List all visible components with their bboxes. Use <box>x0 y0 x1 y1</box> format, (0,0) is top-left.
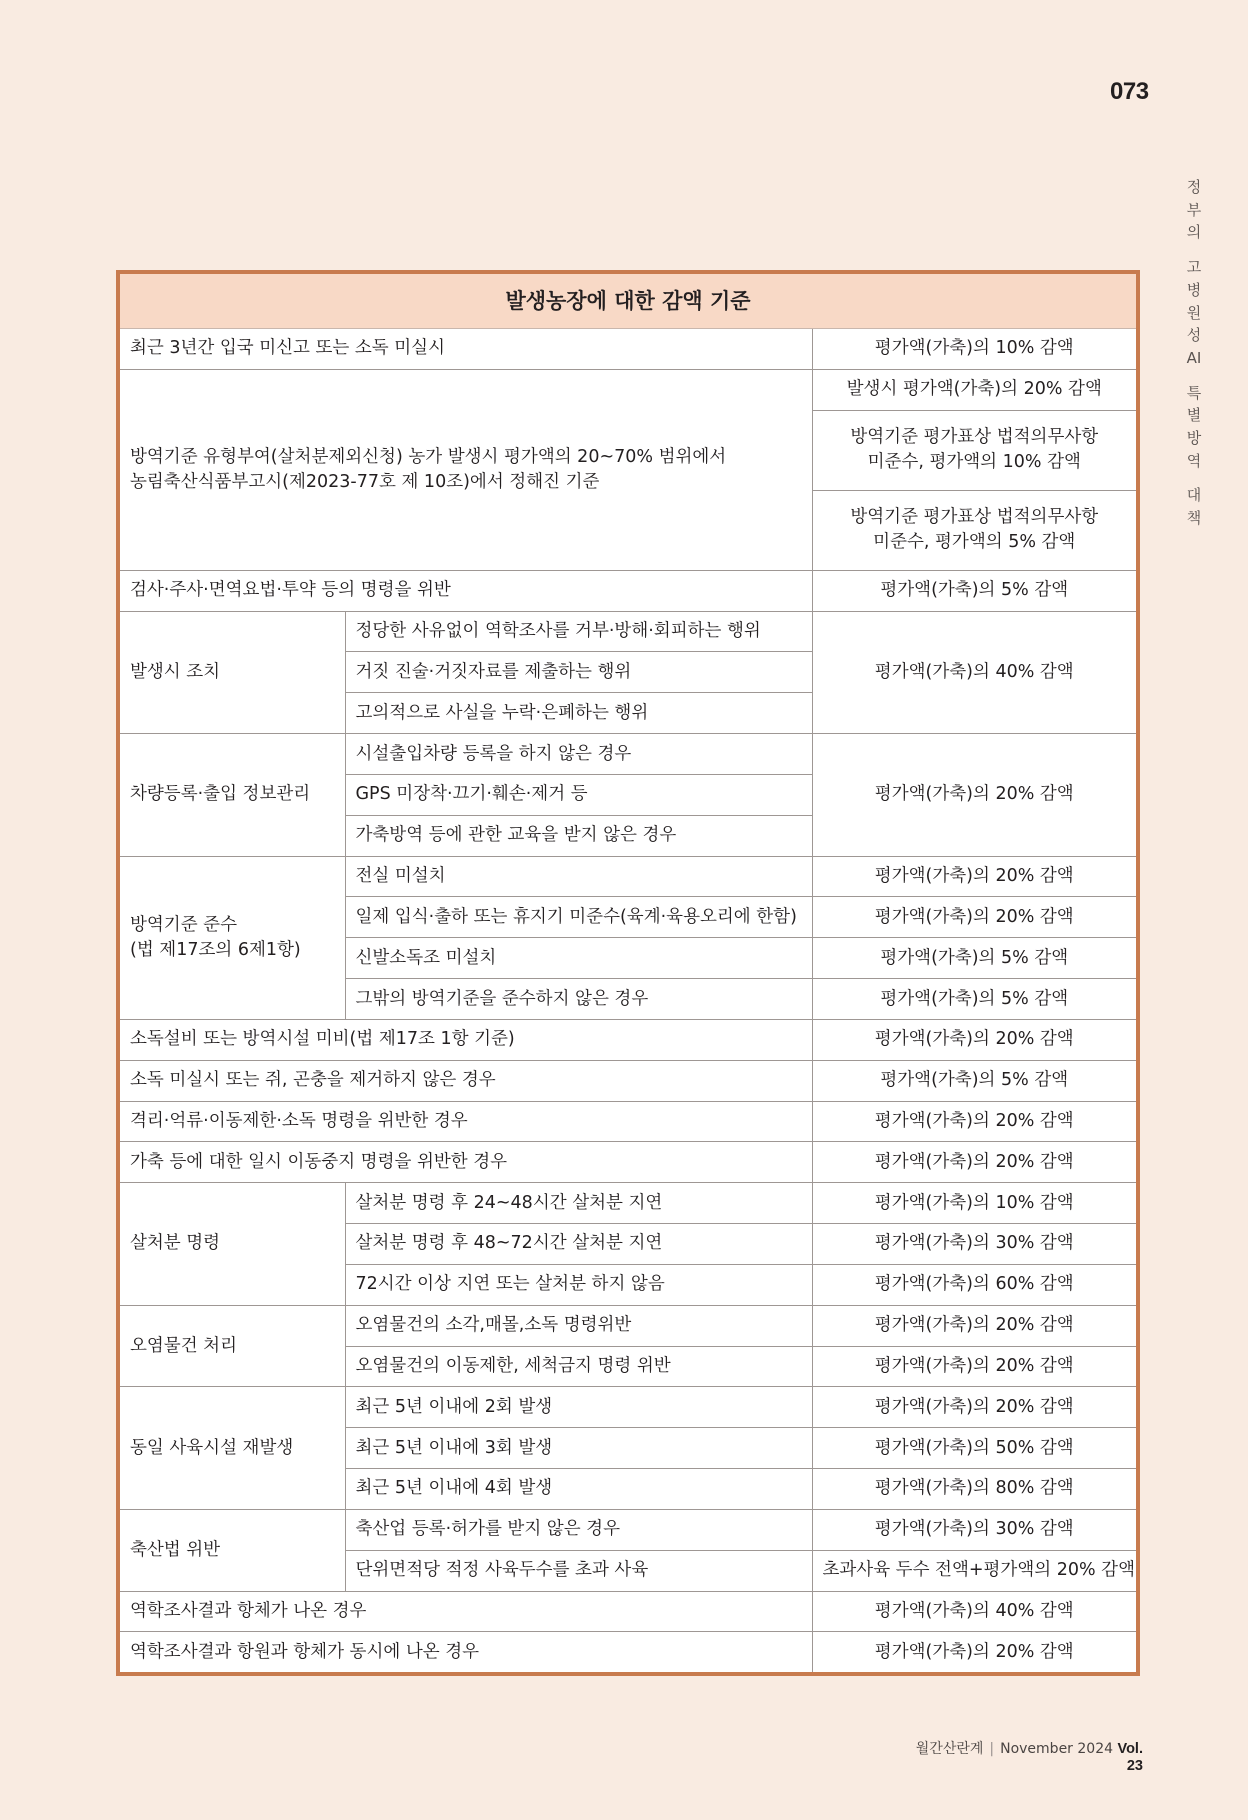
item-cell: 72시간 이상 지연 또는 살처분 하지 않음 <box>345 1264 812 1305</box>
item-cell: 그밖의 방역기준을 준수하지 않은 경우 <box>345 979 812 1020</box>
side-title-char: 역 <box>1186 451 1202 470</box>
volume-number: Vol. 23 <box>1117 1741 1143 1774</box>
reduction-cell <box>812 490 1136 570</box>
item-cell: 가축방역 등에 관한 교육을 받지 않은 경우 <box>345 815 812 856</box>
item-cell: 최근 5년 이내에 2회 발생 <box>345 1387 812 1428</box>
reduction-cell: 평가액(가축)의 20% 감액 <box>812 734 1136 856</box>
side-title-char: 성 <box>1186 326 1202 345</box>
side-title-char: 대 <box>1186 486 1202 505</box>
criteria-cell <box>120 369 812 570</box>
reduction-cell: 평가액(가축)의 20% 감액 <box>812 1387 1136 1428</box>
table-row <box>120 611 1136 652</box>
table-row <box>120 856 1136 897</box>
reduction-cell: 평가액(가축)의 80% 감액 <box>812 1469 1136 1510</box>
reduction-cell: 평가액(가축)의 20% 감액 <box>812 1019 1136 1060</box>
criteria-line: 농림축산식품부고시(제2023-77호 제 10조)에서 정해진 기준 <box>130 471 600 492</box>
criteria-cell: 가축 등에 대한 일시 이동중지 명령을 위반한 경우 <box>120 1142 812 1183</box>
category-cell: 살처분 명령 <box>120 1183 345 1305</box>
reduction-line: 방역기준 평가표상 법적의무사항 <box>850 427 1099 448</box>
reduction-cell: 평가액(가축)의 50% 감액 <box>812 1428 1136 1469</box>
side-title-char: 방 <box>1186 429 1202 448</box>
item-cell: 단위면적당 적정 사육두수를 초과 사육 <box>345 1550 812 1591</box>
reduction-cell: 평가액(가축)의 40% 감액 <box>812 1591 1136 1632</box>
item-cell: 오염물건의 소각,매몰,소독 명령위반 <box>345 1305 812 1346</box>
reduction-cell: 평가액(가축)의 20% 감액 <box>812 1346 1136 1387</box>
reduction-line: 방역기준 평가표상 법적의무사항 <box>850 507 1099 528</box>
reduction-cell: 평가액(가축)의 10% 감액 <box>812 1183 1136 1224</box>
table-row <box>120 570 1136 611</box>
side-title <box>1180 176 1208 530</box>
side-title-char: 원 <box>1186 303 1202 322</box>
reduction-cell: 평가액(가축)의 10% 감액 <box>812 329 1136 370</box>
side-title-char: 정 <box>1186 178 1202 196</box>
item-cell: 거짓 진술·거짓자료를 제출하는 행위 <box>345 652 812 693</box>
page-footer <box>900 1738 1143 1774</box>
item-cell: 신발소독조 미설치 <box>345 938 812 979</box>
side-title-char: 특 <box>1186 383 1202 402</box>
category-line: 방역기준 준수 <box>130 914 237 935</box>
reduction-cell: 평가액(가축)의 60% 감액 <box>812 1264 1136 1305</box>
side-title-char: 고 <box>1186 258 1202 277</box>
table-row <box>120 329 1136 370</box>
table-row <box>120 369 1136 410</box>
table-row <box>120 1060 1136 1101</box>
reduction-cell: 평가액(가축)의 5% 감액 <box>812 570 1136 611</box>
category-line: (법 제17조의 6제1항) <box>130 939 301 960</box>
reduction-line: 미준수, 평가액의 5% 감액 <box>873 532 1076 553</box>
criteria-cell: 검사·주사·면역요법·투약 등의 명령을 위반 <box>120 570 812 611</box>
side-title-char: 책 <box>1186 509 1202 528</box>
reduction-cell: 평가액(가축)의 20% 감액 <box>812 1101 1136 1142</box>
side-title-char: AI <box>1186 348 1202 367</box>
criteria-line: 방역기준 유형부여(살처분제외신청) 농가 발생시 평가액의 20~70% 범위에서 <box>130 446 727 467</box>
table-row <box>120 1632 1136 1672</box>
table-row <box>120 1305 1136 1346</box>
criteria-cell: 최근 3년간 입국 미신고 또는 소독 미실시 <box>120 329 812 370</box>
item-cell: GPS 미장착·끄기·훼손·제거 등 <box>345 774 812 815</box>
category-cell <box>120 856 345 1019</box>
category-cell: 동일 사육시설 재발생 <box>120 1387 345 1509</box>
criteria-cell: 격리·억류·이동제한·소독 명령을 위반한 경우 <box>120 1101 812 1142</box>
criteria-cell: 소독설비 또는 방역시설 미비(법 제17조 1항 기준) <box>120 1019 812 1060</box>
category-cell: 오염물건 처리 <box>120 1305 345 1387</box>
item-cell: 살처분 명령 후 48~72시간 살처분 지연 <box>345 1224 812 1265</box>
item-cell: 살처분 명령 후 24~48시간 살처분 지연 <box>345 1183 812 1224</box>
reduction-cell: 평가액(가축)의 5% 감액 <box>812 1060 1136 1101</box>
item-cell: 최근 5년 이내에 3회 발생 <box>345 1428 812 1469</box>
table-row <box>120 1387 1136 1428</box>
table-title: 발생농장에 대한 감액 기준 <box>120 274 1136 329</box>
table-row <box>120 1019 1136 1060</box>
page-number: 073 <box>1110 78 1149 105</box>
table-row <box>120 1101 1136 1142</box>
criteria-cell: 역학조사결과 항체가 나온 경우 <box>120 1591 812 1632</box>
item-cell: 정당한 사유없이 역학조사를 거부·방해·회피하는 행위 <box>345 611 812 652</box>
criteria-cell: 소독 미실시 또는 쥐, 곤충을 제거하지 않은 경우 <box>120 1060 812 1101</box>
category-cell: 차량등록·출입 정보관리 <box>120 734 345 856</box>
side-title-char: 부 <box>1186 200 1202 219</box>
item-cell: 전실 미설치 <box>345 856 812 897</box>
table-row <box>120 1591 1136 1632</box>
reduction-cell: 초과사육 두수 전액+평가액의 20% 감액 <box>812 1550 1136 1591</box>
item-cell: 일제 입식·출하 또는 휴지기 미준수(육계·육용오리에 한함) <box>345 897 812 938</box>
side-title-char: 의 <box>1186 223 1202 242</box>
reduction-cell: 평가액(가축)의 20% 감액 <box>812 897 1136 938</box>
footer-separator: | <box>989 1741 995 1757</box>
item-cell: 시설출입차량 등록을 하지 않은 경우 <box>345 734 812 775</box>
category-cell: 축산법 위반 <box>120 1509 345 1591</box>
criteria-cell: 역학조사결과 항원과 항체가 동시에 나온 경우 <box>120 1632 812 1672</box>
side-title-char: 병 <box>1186 280 1202 299</box>
item-cell: 오염물건의 이동제한, 세척금지 명령 위반 <box>345 1346 812 1387</box>
reduction-cell: 평가액(가축)의 40% 감액 <box>812 611 1136 733</box>
table-row <box>120 1509 1136 1550</box>
reduction-cell: 평가액(가축)의 20% 감액 <box>812 1305 1136 1346</box>
item-cell: 고의적으로 사실을 누락·은폐하는 행위 <box>345 693 812 734</box>
reduction-cell: 평가액(가축)의 20% 감액 <box>812 856 1136 897</box>
table-row <box>120 1142 1136 1183</box>
reduction-criteria-table <box>116 270 1140 1676</box>
reduction-cell: 평가액(가축)의 30% 감액 <box>812 1509 1136 1550</box>
table-row <box>120 734 1136 775</box>
reduction-cell: 평가액(가축)의 30% 감액 <box>812 1224 1136 1265</box>
publication-name: 월간산란계 <box>915 1741 984 1757</box>
reduction-cell: 발생시 평가액(가축)의 20% 감액 <box>812 369 1136 410</box>
issue-date: November 2024 <box>1000 1741 1114 1757</box>
item-cell: 최근 5년 이내에 4회 발생 <box>345 1469 812 1510</box>
reduction-cell: 평가액(가축)의 5% 감액 <box>812 938 1136 979</box>
item-cell: 축산업 등록·허가를 받지 않은 경우 <box>345 1509 812 1550</box>
reduction-cell: 평가액(가축)의 5% 감액 <box>812 979 1136 1020</box>
reduction-line: 미준수, 평가액의 10% 감액 <box>867 452 1081 473</box>
table-row <box>120 1183 1136 1224</box>
category-cell: 발생시 조치 <box>120 611 345 733</box>
table-header-row <box>120 274 1136 329</box>
side-title-char: 별 <box>1186 406 1202 425</box>
reduction-cell: 평가액(가축)의 20% 감액 <box>812 1142 1136 1183</box>
reduction-cell <box>812 410 1136 490</box>
reduction-cell: 평가액(가축)의 20% 감액 <box>812 1632 1136 1672</box>
